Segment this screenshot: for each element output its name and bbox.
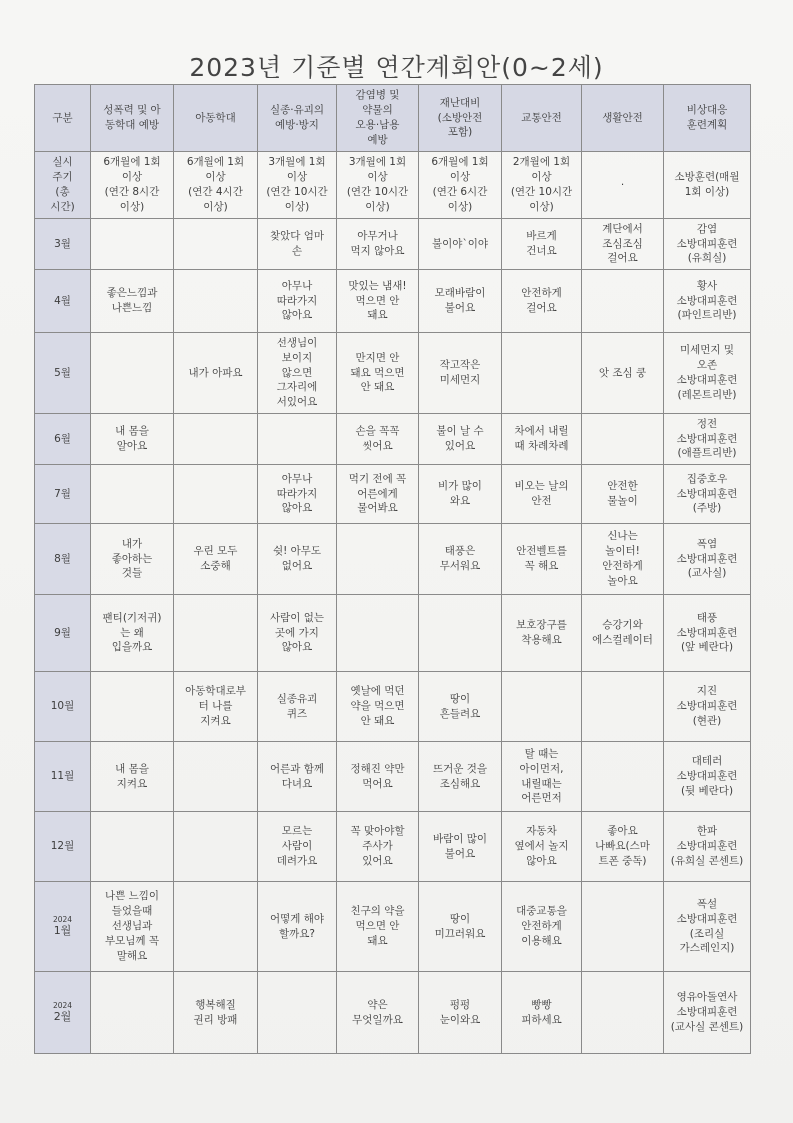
table-cell: 쉿! 아무도 없어요: [258, 524, 337, 595]
table-cell: 땅이 미끄러워요: [419, 882, 502, 972]
table-cell: [91, 672, 174, 742]
table-cell: [258, 972, 337, 1054]
table-cell: 옛날에 먹던 약을 먹으면 안 돼요: [337, 672, 419, 742]
table-row: [35, 465, 751, 524]
row-month: 1월: [53, 924, 72, 938]
table-cell: 뜨거운 것을 조심해요: [419, 742, 502, 812]
table-cell: 정전 소방대피훈련 (애플트리반): [664, 414, 751, 465]
table-cell: 비오는 날의 안전: [502, 465, 582, 524]
table-cell: 아무나 따라가지 않아요: [258, 270, 337, 333]
table-cell: 집중호우 소방대피훈련 (주방): [664, 465, 751, 524]
row-label: 실시 주기 (총 시간): [35, 152, 91, 219]
table-row: [35, 812, 751, 882]
row-month: 2월: [53, 1010, 72, 1024]
row-label: 3월: [35, 219, 91, 270]
table-cell: 실종유괴 퀴즈: [258, 672, 337, 742]
table-cell: 폭설 소방대피훈련 (조리실 가스레인지): [664, 882, 751, 972]
table-cell: 내 몸을 지켜요: [91, 742, 174, 812]
table-cell: 탈 때는 아이먼저, 내릴때는 어른먼저: [502, 742, 582, 812]
table-cell: 작고작은 미세먼지: [419, 333, 502, 414]
table-cell: [174, 414, 258, 465]
row-label: 11월: [35, 742, 91, 812]
table-cell: [337, 595, 419, 672]
table-cell: 나쁜 느낌이 들었을때 선생님과 부모님께 꼭 말해요: [91, 882, 174, 972]
table-cell: 펑펑 눈이와요: [419, 972, 502, 1054]
row-label: 8월: [35, 524, 91, 595]
table-cell: [174, 742, 258, 812]
table-cell: 신나는 놀이터! 안전하게 놀아요: [582, 524, 664, 595]
table-cell: 보호장구를 착용해요: [502, 595, 582, 672]
table-cell: 안전한 물놀이: [582, 465, 664, 524]
row-label: [35, 972, 91, 1054]
table-cell: 바람이 많이 불어요: [419, 812, 502, 882]
table-row: [35, 595, 751, 672]
table-cell: 6개월에 1회 이상 (연간 8시간 이상): [91, 152, 174, 219]
table-cell: 지진 소방대피훈련 (현관): [664, 672, 751, 742]
table-cell: [582, 270, 664, 333]
table-cell: 계단에서 조심조심 걸어요: [582, 219, 664, 270]
table-cell: 6개월에 1회 이상 (연간 6시간 이상): [419, 152, 502, 219]
row-label: 7월: [35, 465, 91, 524]
table-cell: 아동학대로부 터 나를 지켜요: [174, 672, 258, 742]
table-cell: ·: [582, 152, 664, 219]
table-cell: 땅이 흔들려요: [419, 672, 502, 742]
table-cell: [419, 595, 502, 672]
row-label: 6월: [35, 414, 91, 465]
table-cell: 폭염 소방대피훈련 (교사실): [664, 524, 751, 595]
table-cell: 사람이 없는 곳에 가지 않아요: [258, 595, 337, 672]
annual-plan-table: [34, 84, 751, 1054]
table-cell: 내 몸을 알아요: [91, 414, 174, 465]
table-cell: [582, 882, 664, 972]
table-cell: 안전벨트를 꼭 해요: [502, 524, 582, 595]
header-category: 구분: [35, 85, 91, 152]
table-cell: [502, 333, 582, 414]
table-cell: [174, 882, 258, 972]
table-cell: 불이야`이야: [419, 219, 502, 270]
table-row: [35, 524, 751, 595]
table-header-row: [35, 85, 751, 152]
table-cell: 어른과 함께 다녀요: [258, 742, 337, 812]
table-cell: 안전하게 걸어요: [502, 270, 582, 333]
table-cell: 태풍은 무서워요: [419, 524, 502, 595]
table-cell: 내가 좋아하는 것들: [91, 524, 174, 595]
table-row: [35, 882, 751, 972]
table-cell: 자동차 옆에서 놀지 않아요: [502, 812, 582, 882]
table-cell: [174, 812, 258, 882]
table-cell: 미세먼지 및 오존 소방대피훈련 (레몬트리반): [664, 333, 751, 414]
table-cell: 영유아돌연사 소방대피훈련 (교사실 콘센트): [664, 972, 751, 1054]
column-header: 실종·유괴의 예방·방지: [258, 85, 337, 152]
table-row: [35, 219, 751, 270]
table-cell: 앗 조심 쿵: [582, 333, 664, 414]
table-cell: 좋아요 나빠요(스마 트폰 중독): [582, 812, 664, 882]
row-label: 5월: [35, 333, 91, 414]
table-cell: 어떻게 해야 할까요?: [258, 882, 337, 972]
table-cell: 내가 아파요: [174, 333, 258, 414]
table-cell: 차에서 내릴 때 차례차례: [502, 414, 582, 465]
table-cell: [91, 812, 174, 882]
table-cell: 모래바람이 불어요: [419, 270, 502, 333]
table-cell: 좋은느낌과 나쁜느낌: [91, 270, 174, 333]
table-cell: 소방훈련(매월 1회 이상): [664, 152, 751, 219]
table-row: [35, 333, 751, 414]
table-cell: 팬티(기저귀) 는 왜 입을까요: [91, 595, 174, 672]
row-year: 2024: [52, 914, 73, 924]
table-cell: 행복해질 권리 방패: [174, 972, 258, 1054]
table-cell: [258, 414, 337, 465]
row-year: 2024: [52, 1000, 73, 1010]
table-body: [35, 152, 751, 1054]
table-row: [35, 672, 751, 742]
table-cell: [174, 219, 258, 270]
table-cell: [91, 333, 174, 414]
table-cell: 승강기와 에스컬레이터: [582, 595, 664, 672]
table-cell: [582, 972, 664, 1054]
table-cell: 태풍 소방대피훈련 (앞 베란다): [664, 595, 751, 672]
table-cell: 바르게 건너요: [502, 219, 582, 270]
table-cell: 대테러 소방대피훈련 (뒷 베란다): [664, 742, 751, 812]
table-cell: 찾았다 엄마 손: [258, 219, 337, 270]
row-label: 10월: [35, 672, 91, 742]
table-cell: [502, 672, 582, 742]
table-cell: [91, 219, 174, 270]
document-title: 2023년 기준별 연간계회안(0~2세): [189, 53, 604, 82]
table-cell: 3개월에 1회 이상 (연간 10시간 이상): [337, 152, 419, 219]
table-cell: [174, 270, 258, 333]
table-row: [35, 742, 751, 812]
table-cell: 6개월에 1회 이상 (연간 4시간 이상): [174, 152, 258, 219]
table-cell: 3개월에 1회 이상 (연간 10시간 이상): [258, 152, 337, 219]
table-cell: 빵빵 피하세요: [502, 972, 582, 1054]
table-row: [35, 152, 751, 219]
table-cell: 먹기 전에 꼭 어른에게 물어봐요: [337, 465, 419, 524]
table-cell: 아무거나 먹지 않아요: [337, 219, 419, 270]
table-cell: [91, 465, 174, 524]
row-label: 9월: [35, 595, 91, 672]
table-cell: [174, 465, 258, 524]
column-header: 생활안전: [582, 85, 664, 152]
table-row: [35, 414, 751, 465]
table-row: [35, 270, 751, 333]
column-header: 감염병 및 약물의 오용·남용 예방: [337, 85, 419, 152]
table-cell: 2개월에 1회 이상 (연간 10시간 이상): [502, 152, 582, 219]
table-cell: 모르는 사람이 데려가요: [258, 812, 337, 882]
column-header: 아동학대: [174, 85, 258, 152]
column-header: 성폭력 및 아 동학대 예방: [91, 85, 174, 152]
table-cell: 한파 소방대피훈련 (유희실 콘센트): [664, 812, 751, 882]
table-cell: 비가 많이 와요: [419, 465, 502, 524]
table-cell: [174, 595, 258, 672]
table-cell: 친구의 약을 먹으면 안 돼요: [337, 882, 419, 972]
table-cell: 약은 무엇일까요: [337, 972, 419, 1054]
table-cell: [582, 672, 664, 742]
table-cell: 정해진 약만 먹어요: [337, 742, 419, 812]
table-cell: 만지면 안 돼요 먹으면 안 돼요: [337, 333, 419, 414]
table-cell: 아무나 따라가지 않아요: [258, 465, 337, 524]
row-label: [35, 882, 91, 972]
table-cell: 황사 소방대피훈련 (파인트리반): [664, 270, 751, 333]
table-row: [35, 972, 751, 1054]
table-cell: 감염 소방대피훈련 (유희실): [664, 219, 751, 270]
table-cell: [582, 742, 664, 812]
table-cell: 선생님이 보이지 않으면 그자리에 서있어요: [258, 333, 337, 414]
row-label: 4월: [35, 270, 91, 333]
column-header: 재난대비 (소방안전 포함): [419, 85, 502, 152]
table-cell: 꼭 맞아야할 주사가 있어요: [337, 812, 419, 882]
table-cell: [582, 414, 664, 465]
table-cell: 맛있는 냄새! 먹으면 안 돼요: [337, 270, 419, 333]
table-cell: 우린 모두 소중해: [174, 524, 258, 595]
column-header: 비상대응 훈련계획: [664, 85, 751, 152]
table-cell: 불이 날 수 있어요: [419, 414, 502, 465]
table-cell: [337, 524, 419, 595]
column-header: 교통안전: [502, 85, 582, 152]
table-cell: 대중교통을 안전하게 이용해요: [502, 882, 582, 972]
table-cell: 손을 꼭꼭 씻어요: [337, 414, 419, 465]
row-label: 12월: [35, 812, 91, 882]
table-cell: [91, 972, 174, 1054]
